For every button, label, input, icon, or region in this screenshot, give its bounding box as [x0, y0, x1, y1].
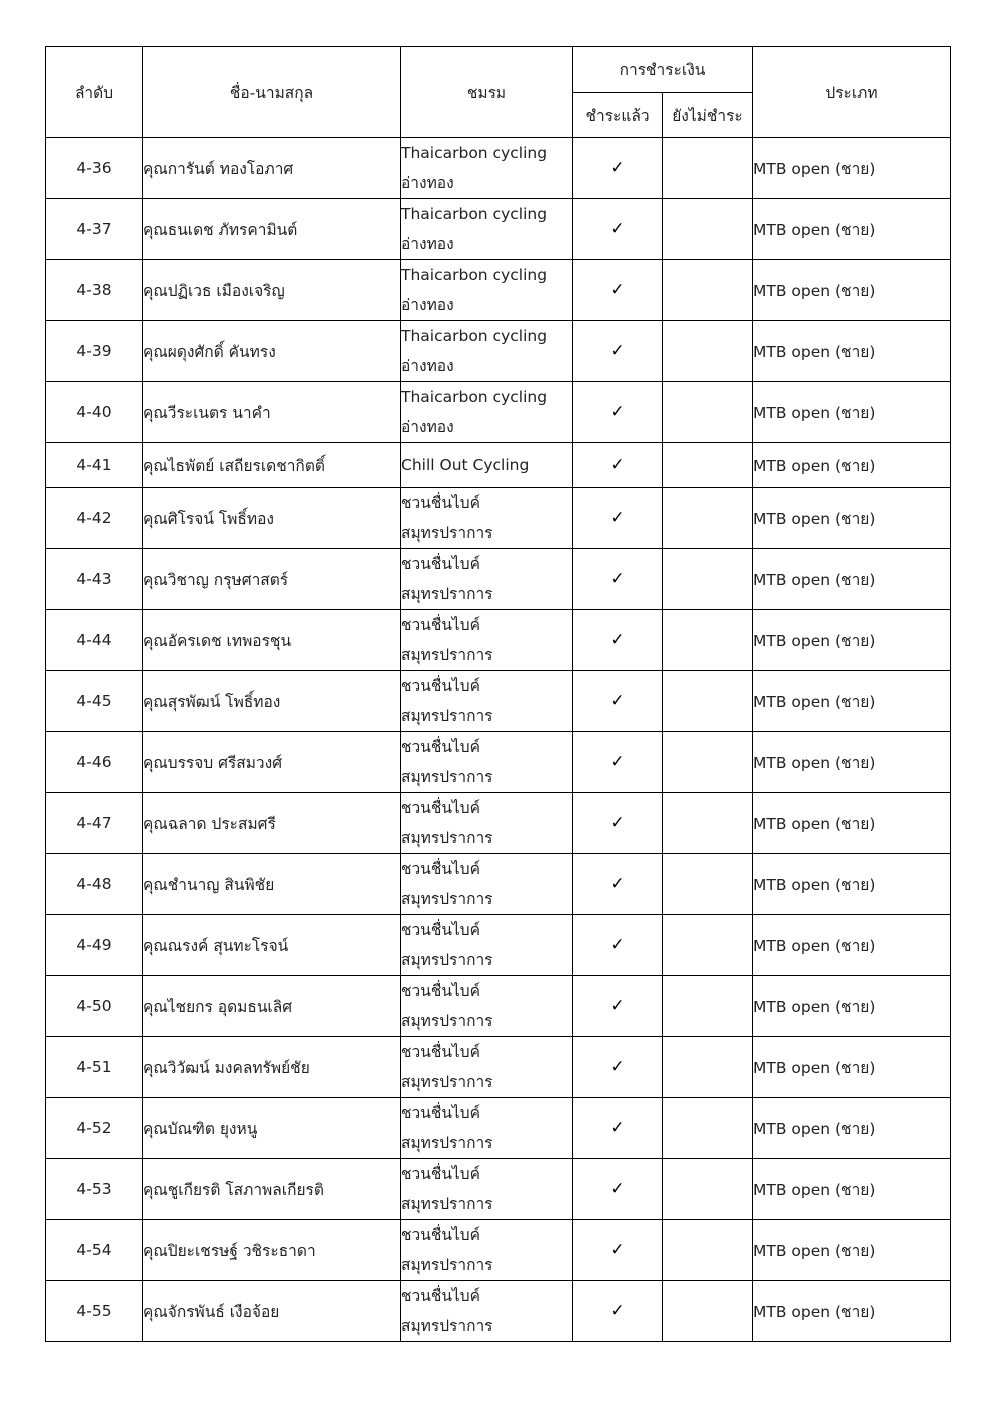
- paid-cell: [573, 549, 663, 610]
- header-name: ชื่อ-นามสกุล: [143, 47, 401, 138]
- row-number: 4-36: [46, 138, 143, 199]
- checkmark-icon: ✓: [610, 935, 625, 955]
- checkmark-icon: ✓: [610, 158, 625, 178]
- participant-name: คุณสุรพัฒน์ โพธิ์ทอง: [143, 671, 401, 732]
- club-cell: [401, 443, 573, 488]
- club-province: อ่างทอง: [401, 235, 454, 253]
- header-paid: ชำระแล้ว: [573, 93, 663, 138]
- checkmark-icon: ✓: [610, 455, 625, 475]
- checkmark-icon: ✓: [610, 569, 625, 589]
- category-type: MTB open (ชาย): [753, 671, 951, 732]
- unpaid-cell: [663, 1098, 753, 1159]
- participant-name: คุณบรรจบ ศรีสมวงศ์: [143, 732, 401, 793]
- category-type: MTB open (ชาย): [753, 382, 951, 443]
- row-number: 4-53: [46, 1159, 143, 1220]
- club-name: ชวนชื่นไบค์: [401, 677, 480, 695]
- checkmark-icon: ✓: [610, 874, 625, 894]
- club-name: ชวนชื่นไบค์: [401, 494, 480, 512]
- paid-cell: [573, 915, 663, 976]
- club-province: สมุทรปราการ: [401, 829, 493, 847]
- category-type: MTB open (ชาย): [753, 199, 951, 260]
- table-row: [46, 610, 951, 671]
- unpaid-cell: [663, 1159, 753, 1220]
- participant-name: คุณการันต์ ทองโอภาศ: [143, 138, 401, 199]
- club-province: สมุทรปราการ: [401, 951, 493, 969]
- participant-name: คุณธนเดช ภัทรคามินต์: [143, 199, 401, 260]
- paid-cell: [573, 671, 663, 732]
- category-type: MTB open (ชาย): [753, 793, 951, 854]
- category-type: MTB open (ชาย): [753, 732, 951, 793]
- checkmark-icon: ✓: [610, 813, 625, 833]
- club-name: ชวนชื่นไบค์: [401, 982, 480, 1000]
- club-name: Thaicarbon cycling: [401, 327, 548, 345]
- checkmark-icon: ✓: [610, 508, 625, 528]
- paid-cell: [573, 382, 663, 443]
- club-name: Thaicarbon cycling: [401, 144, 548, 162]
- club-cell: [401, 488, 573, 549]
- club-name: ชวนชื่นไบค์: [401, 1287, 480, 1305]
- paid-cell: [573, 854, 663, 915]
- club-name: Thaicarbon cycling: [401, 388, 548, 406]
- paid-cell: [573, 443, 663, 488]
- checkmark-icon: ✓: [610, 280, 625, 300]
- row-number: 4-49: [46, 915, 143, 976]
- club-cell: [401, 1159, 573, 1220]
- club-cell: [401, 382, 573, 443]
- row-number: 4-50: [46, 976, 143, 1037]
- paid-cell: [573, 321, 663, 382]
- row-number: 4-52: [46, 1098, 143, 1159]
- unpaid-cell: [663, 199, 753, 260]
- club-cell: [401, 915, 573, 976]
- club-province: สมุทรปราการ: [401, 585, 493, 603]
- header-club: ชมรม: [401, 47, 573, 138]
- checkmark-icon: ✓: [610, 341, 625, 361]
- checkmark-icon: ✓: [610, 752, 625, 772]
- table-row: [46, 382, 951, 443]
- row-number: 4-42: [46, 488, 143, 549]
- club-name: Thaicarbon cycling: [401, 266, 548, 284]
- paid-cell: [573, 732, 663, 793]
- club-name: Chill Out Cycling: [401, 456, 530, 474]
- club-province: สมุทรปราการ: [401, 524, 493, 542]
- header-no: ลำดับ: [46, 47, 143, 138]
- row-number: 4-47: [46, 793, 143, 854]
- unpaid-cell: [663, 443, 753, 488]
- club-cell: [401, 1281, 573, 1342]
- category-type: MTB open (ชาย): [753, 1220, 951, 1281]
- category-type: MTB open (ชาย): [753, 1159, 951, 1220]
- checkmark-icon: ✓: [610, 1057, 625, 1077]
- category-type: MTB open (ชาย): [753, 976, 951, 1037]
- club-province: สมุทรปราการ: [401, 1012, 493, 1030]
- club-name: ชวนชื่นไบค์: [401, 616, 480, 634]
- category-type: MTB open (ชาย): [753, 610, 951, 671]
- club-cell: [401, 1220, 573, 1281]
- club-name: ชวนชื่นไบค์: [401, 1043, 480, 1061]
- category-type: MTB open (ชาย): [753, 138, 951, 199]
- club-province: สมุทรปราการ: [401, 1256, 493, 1274]
- club-cell: [401, 976, 573, 1037]
- club-province: อ่างทอง: [401, 357, 454, 375]
- category-type: MTB open (ชาย): [753, 260, 951, 321]
- participant-name: คุณอัครเดช เทพอรชุน: [143, 610, 401, 671]
- club-cell: [401, 321, 573, 382]
- table-row: [46, 138, 951, 199]
- table-row: [46, 915, 951, 976]
- unpaid-cell: [663, 382, 753, 443]
- table-row: [46, 732, 951, 793]
- participant-name: คุณไธพัตย์ เสถียรเดชากิตติ์: [143, 443, 401, 488]
- club-cell: [401, 1098, 573, 1159]
- paid-cell: [573, 1037, 663, 1098]
- unpaid-cell: [663, 671, 753, 732]
- paid-cell: [573, 138, 663, 199]
- checkmark-icon: ✓: [610, 630, 625, 650]
- club-province: สมุทรปราการ: [401, 768, 493, 786]
- unpaid-cell: [663, 915, 753, 976]
- row-number: 4-54: [46, 1220, 143, 1281]
- participant-name: คุณปฏิเวธ เมืองเจริญ: [143, 260, 401, 321]
- unpaid-cell: [663, 549, 753, 610]
- club-province: สมุทรปราการ: [401, 1073, 493, 1091]
- checkmark-icon: ✓: [610, 219, 625, 239]
- club-name: ชวนชื่นไบค์: [401, 555, 480, 573]
- category-type: MTB open (ชาย): [753, 321, 951, 382]
- row-number: 4-43: [46, 549, 143, 610]
- club-cell: [401, 610, 573, 671]
- club-name: ชวนชื่นไบค์: [401, 921, 480, 939]
- club-cell: [401, 732, 573, 793]
- participant-name: คุณวิชาญ กรุษศาสตร์: [143, 549, 401, 610]
- club-province: สมุทรปราการ: [401, 1134, 493, 1152]
- participant-name: คุณบัณฑิต ยุงหนู: [143, 1098, 401, 1159]
- participant-name: คุณผดุงศักดิ์ คันทรง: [143, 321, 401, 382]
- row-number: 4-45: [46, 671, 143, 732]
- club-cell: [401, 199, 573, 260]
- club-province: สมุทรปราการ: [401, 1195, 493, 1213]
- table-row: [46, 1098, 951, 1159]
- club-cell: [401, 671, 573, 732]
- row-number: 4-41: [46, 443, 143, 488]
- checkmark-icon: ✓: [610, 402, 625, 422]
- club-name: Thaicarbon cycling: [401, 205, 548, 223]
- table-row: [46, 976, 951, 1037]
- paid-cell: [573, 488, 663, 549]
- table-row: [46, 199, 951, 260]
- row-number: 4-40: [46, 382, 143, 443]
- club-province: อ่างทอง: [401, 296, 454, 314]
- paid-cell: [573, 1159, 663, 1220]
- table-row: [46, 1037, 951, 1098]
- club-province: สมุทรปราการ: [401, 1317, 493, 1335]
- header-payment: การชำระเงิน: [573, 47, 753, 93]
- header-type: ประเภท: [753, 47, 951, 138]
- category-type: MTB open (ชาย): [753, 549, 951, 610]
- participant-name: คุณไชยกร อุดมธนเลิศ: [143, 976, 401, 1037]
- table-row: [46, 549, 951, 610]
- row-number: 4-44: [46, 610, 143, 671]
- unpaid-cell: [663, 1281, 753, 1342]
- club-cell: [401, 549, 573, 610]
- checkmark-icon: ✓: [610, 996, 625, 1016]
- unpaid-cell: [663, 321, 753, 382]
- club-name: ชวนชื่นไบค์: [401, 1226, 480, 1244]
- checkmark-icon: ✓: [610, 1179, 625, 1199]
- unpaid-cell: [663, 732, 753, 793]
- category-type: MTB open (ชาย): [753, 915, 951, 976]
- unpaid-cell: [663, 260, 753, 321]
- registration-table: [45, 46, 951, 1342]
- paid-cell: [573, 199, 663, 260]
- table-row: [46, 671, 951, 732]
- category-type: MTB open (ชาย): [753, 1098, 951, 1159]
- category-type: MTB open (ชาย): [753, 1037, 951, 1098]
- table-row: [46, 260, 951, 321]
- paid-cell: [573, 610, 663, 671]
- paid-cell: [573, 1098, 663, 1159]
- club-cell: [401, 1037, 573, 1098]
- category-type: MTB open (ชาย): [753, 1281, 951, 1342]
- participant-name: คุณวิวัฒน์ มงคลทรัพย์ชัย: [143, 1037, 401, 1098]
- paid-cell: [573, 1220, 663, 1281]
- unpaid-cell: [663, 138, 753, 199]
- paid-cell: [573, 793, 663, 854]
- table-row: [46, 1159, 951, 1220]
- paid-cell: [573, 1281, 663, 1342]
- club-province: สมุทรปราการ: [401, 646, 493, 664]
- club-cell: [401, 138, 573, 199]
- club-province: อ่างทอง: [401, 174, 454, 192]
- checkmark-icon: ✓: [610, 1118, 625, 1138]
- header-unpaid: ยังไม่ชำระ: [663, 93, 753, 138]
- club-province: สมุทรปราการ: [401, 707, 493, 725]
- club-name: ชวนชื่นไบค์: [401, 799, 480, 817]
- row-number: 4-51: [46, 1037, 143, 1098]
- table-row: [46, 854, 951, 915]
- participant-name: คุณวีระเนตร นาคำ: [143, 382, 401, 443]
- row-number: 4-37: [46, 199, 143, 260]
- category-type: MTB open (ชาย): [753, 443, 951, 488]
- club-province: สมุทรปราการ: [401, 890, 493, 908]
- row-number: 4-46: [46, 732, 143, 793]
- participant-name: คุณฉลาด ประสมศรี: [143, 793, 401, 854]
- row-number: 4-38: [46, 260, 143, 321]
- unpaid-cell: [663, 793, 753, 854]
- paid-cell: [573, 260, 663, 321]
- participant-name: คุณปิยะเชรษฐ์ วชิระธาดา: [143, 1220, 401, 1281]
- club-name: ชวนชื่นไบค์: [401, 1104, 480, 1122]
- table-row: [46, 321, 951, 382]
- row-number: 4-55: [46, 1281, 143, 1342]
- club-cell: [401, 793, 573, 854]
- table-row: [46, 488, 951, 549]
- unpaid-cell: [663, 1220, 753, 1281]
- participant-name: คุณชำนาญ สินพิชัย: [143, 854, 401, 915]
- category-type: MTB open (ชาย): [753, 854, 951, 915]
- checkmark-icon: ✓: [610, 1240, 625, 1260]
- club-name: ชวนชื่นไบค์: [401, 860, 480, 878]
- paid-cell: [573, 976, 663, 1037]
- table-row: [46, 1220, 951, 1281]
- unpaid-cell: [663, 854, 753, 915]
- club-name: ชวนชื่นไบค์: [401, 738, 480, 756]
- category-type: MTB open (ชาย): [753, 488, 951, 549]
- checkmark-icon: ✓: [610, 691, 625, 711]
- row-number: 4-39: [46, 321, 143, 382]
- unpaid-cell: [663, 488, 753, 549]
- club-cell: [401, 854, 573, 915]
- row-number: 4-48: [46, 854, 143, 915]
- table-row: [46, 793, 951, 854]
- participant-name: คุณศิโรจน์ โพธิ์ทอง: [143, 488, 401, 549]
- unpaid-cell: [663, 1037, 753, 1098]
- participant-name: คุณณรงค์ สุนทะโรจน์: [143, 915, 401, 976]
- checkmark-icon: ✓: [610, 1301, 625, 1321]
- club-name: ชวนชื่นไบค์: [401, 1165, 480, 1183]
- unpaid-cell: [663, 610, 753, 671]
- participant-name: คุณชูเกียรติ โสภาพลเกียรติ: [143, 1159, 401, 1220]
- table-row: [46, 1281, 951, 1342]
- table-row: [46, 443, 951, 488]
- participant-name: คุณจักรพันธ์ เงือจ้อย: [143, 1281, 401, 1342]
- club-cell: [401, 260, 573, 321]
- club-province: อ่างทอง: [401, 418, 454, 436]
- unpaid-cell: [663, 976, 753, 1037]
